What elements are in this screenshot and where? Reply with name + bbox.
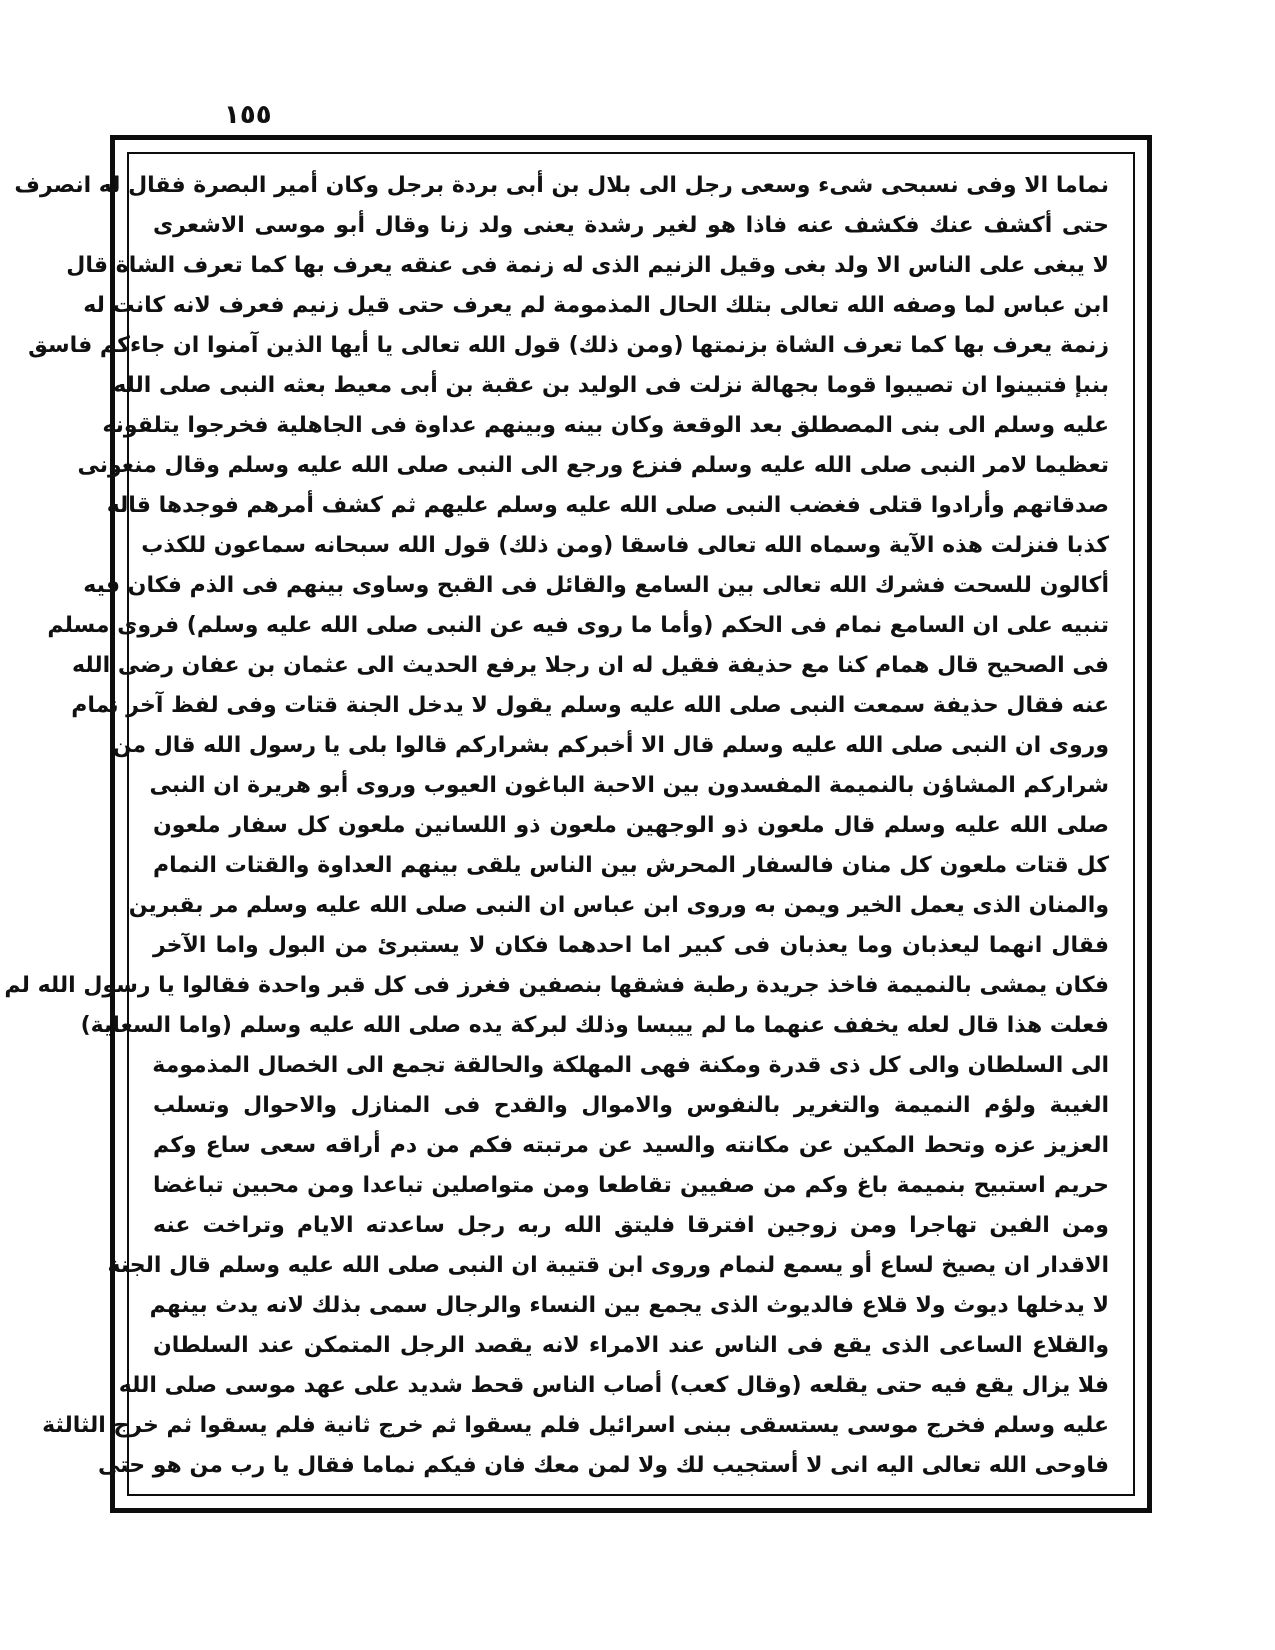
text-line: عليه وسلم الى بنى المصطلق بعد الوقعة وكان بينه وبينهم عداوة فى الجاهلية فخرجوا يتلقونه [102,413,1109,438]
page-number: ١٥٥ [224,100,272,130]
text-line: فكان يمشى بالنميمة فاخذ جريدة رطبة فشقها بنصفين فغرز فى كل قبر واحدة فقالوا يا رسول الله لم [4,973,1109,998]
text-line: والمنان الذى يعمل الخير ويمن به وروى ابن عباس ان النبى صلى الله عليه وسلم مر بقبرين [128,893,1109,918]
text-line: تعظيما لامر النبى صلى الله عليه وسلم فنزع ورجع الى النبى صلى الله عليه وسلم وقال منعونى [77,453,1109,478]
text-line: لا يبغى على الناس الا ولد بغى وقيل الزنيم الذى له زنمة فى عنقه يعرف بها كما تعرف الشاة قال [66,253,1109,278]
text-line: فى الصحيح قال همام كنا مع حذيفة فقيل له ان رجلا يرفع الحديث الى عثمان بن عفان رضى الله [72,653,1109,678]
text-line: تنبيه على ان السامع نمام فى الحكم (وأما ما روى فيه عن النبى صلى الله عليه وسلم) فروى مسلم [47,613,1109,638]
text-line: ابن عباس لما وصفه الله تعالى بتلك الحال المذمومة لم يعرف حتى قيل زنيم فعرف لانه كانت له [83,293,1109,318]
body-text [4,170,1109,1482]
text-line: كذبا فنزلت هذه الآية وسماه الله تعالى فاسقا (ومن ذلك) قول الله سبحانه سماعون للكذب [141,533,1109,558]
text-line: وروى ان النبى صلى الله عليه وسلم قال الا أخبركم بشراركم قالوا بلى يا رسول الله قال من [112,733,1109,758]
page-border-inner [4,152,1135,1496]
text-line: نماما الا وفى نسبحى شىء وسعى رجل الى بلال بن أبى بردة برجل وكان أمير البصرة فقال له انصرف [14,173,1109,198]
text-line: حتى أكشف عنك فكشف عنه فاذا هو لغير رشدة يعنى ولد زنا وقال أبو موسى الاشعرى [153,213,1109,238]
text-line: شراركم المشاؤن بالنميمة المفسدون بين الاحبة الباغون العيوب وروى أبو هريرة ان النبى [149,773,1109,798]
text-line: بنبإ فتبينوا ان تصيبوا قوما بجهالة نزلت فى الوليد بن عقبة بن أبى معيط بعثه النبى صلى الله [113,373,1109,398]
text-line: العزيز عزه وتحط المكين عن مكانته والسيد عن مرتبته فكم من دم أراقه سعى ساع وكم [153,1133,1109,1158]
text-line: فعلت هذا قال لعله يخفف عنهما ما لم ييبسا وذلك لبركة يده صلى الله عليه وسلم (واما السعاية) [80,1013,1109,1038]
text-line: صلى الله عليه وسلم قال ملعون ذو الوجهين ملعون ذو اللسانين ملعون كل سفار ملعون [153,813,1109,838]
text-line: صدقاتهم وأرادوا قتلى فغضب النبى صلى الله عليه وسلم عليهم ثم كشف أمرهم فوجدها قاله [106,493,1109,518]
text-line: فقال انهما ليعذبان وما يعذبان فى كبير اما احدهما فكان لا يستبرئ من البول واما الآخر [153,933,1109,958]
text-line: فلا يزال يقع فيه حتى يقلعه (وقال كعب) أصاب الناس قحط شديد على عهد موسى صلى الله [118,1373,1109,1398]
text-line: ومن الفين تهاجرا ومن زوجين افترقا فليتق الله ربه رجل ساعدته الايام وتراخت عنه [153,1213,1109,1238]
text-line: فاوحى الله تعالى اليه انى لا أستجيب لك ولا لمن معك فان فيكم نماما فقال يا رب من هو حتى [97,1453,1109,1478]
page-border-outer [4,135,1152,1513]
text-line: الاقدار ان يصيخ لساع أو يسمع لنمام وروى ابن قتيبة ان النبى صلى الله عليه وسلم قال الجنة [107,1253,1109,1278]
text-line: زنمة يعرف بها كما تعرف الشاة بزنمتها (ومن ذلك) قول الله تعالى يا أيها الذين آمنوا ان جاءكم فاسق [28,333,1109,358]
text-line: عليه وسلم فخرج موسى يستسقى ببنى اسرائيل فلم يسقوا ثم خرج ثانية فلم يسقوا ثم خرج الثالثة [42,1413,1109,1438]
text-line: لا يدخلها ديوث ولا قلاع فالديوث الذى يجمع بين النساء والرجال سمى بذلك لانه يدث بينهم [149,1293,1109,1318]
text-line: الغيبة ولؤم النميمة والتغرير بالنفوس والاموال والقدح فى المنازل والاحوال وتسلب [153,1093,1109,1118]
text-line: حريم استبيح بنميمة باغ وكم من صفيين تقاطعا ومن متواصلين تباعدا ومن محبين تباغضا [153,1173,1109,1198]
text-line: الى السلطان والى كل ذى قدرة ومكنة فهى المهلكة والحالقة تجمع الى الخصال المذمومة [152,1053,1109,1078]
text-line: والقلاع الساعى الذى يقع فى الناس عند الامراء لانه يقصد الرجل المتمكن عند السلطان [153,1333,1109,1358]
text-line: عنه فقال حذيفة سمعت النبى صلى الله عليه وسلم يقول لا يدخل الجنة قتات وفى لفظ آخر نمام [71,693,1109,718]
text-line: كل قتات ملعون كل منان فالسفار المحرش بين الناس يلقى بينهم العداوة والقتات النمام [153,853,1109,878]
text-line: أكالون للسحت فشرك الله تعالى بين السامع والقائل فى القبح وساوى بينهم فى الذم فكان فيه [83,573,1109,598]
